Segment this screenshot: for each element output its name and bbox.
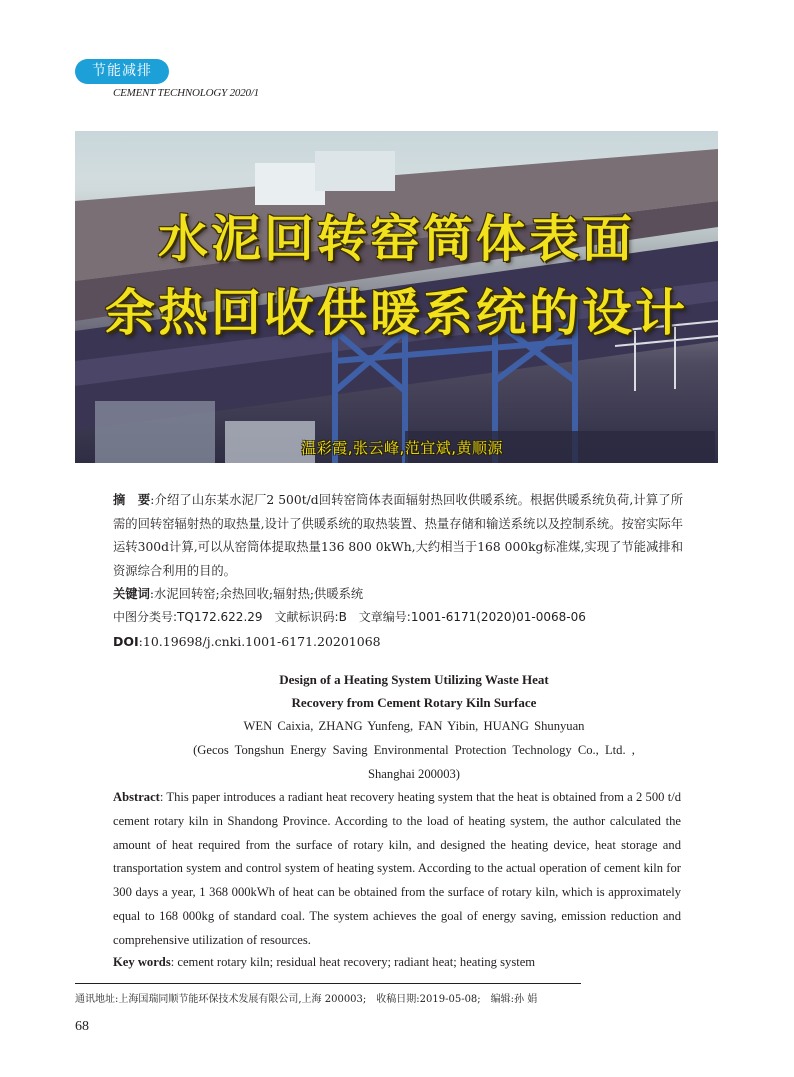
abstract-english-label: Abstract	[113, 790, 160, 804]
title-english-line-2: Recovery from Cement Rotary Kiln Surface	[291, 695, 537, 710]
keywords-english-label: Key words	[113, 955, 171, 969]
keywords-chinese-label: 关键词	[113, 587, 150, 601]
classification-line: 中图分类号:TQ172.622.29 文献标识码:B 文章编号:1001-6171(2020)01-0068-06	[113, 610, 586, 624]
abstract-chinese-label: 摘 要	[113, 493, 151, 507]
title-banner	[75, 131, 718, 463]
keywords-english	[113, 952, 681, 972]
abstract-english-text: : This paper introduces a radiant heat recovery heating system that the heat is obtained from a 2 500 t/d cement rotary kiln in Shandong Province. According to the load of heating system, the author calculated the amount of heat required from the surface of rotary kiln, and designed the heating device, heat storage and transportation system and control system of heating system. According to the actual operation of cement kiln for 300 days a year, 1 368 000kWh of heat can be obtained from the surface of rotary kiln, which is approximately equal to 168 000kg of standard coal. The system achieves the goal of energy saving, emission reduction and comprehensive utilization of resources.	[113, 790, 681, 947]
keywords-english-text: : cement rotary kiln; residual heat recovery; radiant heat; heating system	[170, 955, 536, 969]
journal-running-head: CEMENT TECHNOLOGY 2020/1	[113, 87, 259, 99]
title-english-line-1: Design of a Heating System Utilizing Waste Heat	[279, 672, 549, 687]
abstract-english	[113, 786, 681, 953]
authors-english: WEN Caixia, ZHANG Yunfeng, FAN Yibin, HUANG Shunyuan	[243, 719, 585, 733]
keywords-chinese	[113, 583, 683, 607]
abstract-chinese-text: :介绍了山东某水泥厂2 500t/d回转窑筒体表面辐射热回收供暖系统。根据供暖系统负荷,计算了所需的回转窑辐射热的取热量,设计了供暖系统的取热装置、热量存储和输送系统以及控制系统。按窑实际年运转300d计算,可以从窑筒体提取热量136 800 0kWh,大约相当于168 000kg标准煤,实现了节能减排和资源综合利用的目的。	[113, 493, 683, 578]
footnote-divider	[75, 983, 581, 984]
section-tag: 节能减排	[75, 59, 169, 84]
title-chinese-line-2: 余热回收供暖系统的设计	[105, 284, 688, 342]
authors-chinese: 温彩霞,张云峰,范宜斌,黄顺源	[301, 439, 503, 457]
affiliation-english-line-2: Shanghai 200003)	[368, 767, 460, 781]
doi-line	[113, 630, 683, 654]
page-number: 68	[75, 1019, 89, 1034]
keywords-chinese-text: :水泥回转窑;余热回收;辐射热;供暖系统	[149, 587, 364, 601]
doi-text: :10.19698/j.cnki.1001-6171.20201068	[138, 634, 381, 649]
title-chinese-line-1: 水泥回转窑筒体表面	[158, 210, 635, 268]
affiliation-english-line-1: (Gecos Tongshun Energy Saving Environmental Protection Technology Co., Ltd. ,	[193, 743, 635, 757]
doi-label: DOI	[113, 634, 139, 649]
footnote: 通讯地址:上海国瑞同顺节能环保技术发展有限公司,上海 200003; 收稿日期:2019-05-08; 编辑:孙 娟	[75, 994, 538, 1005]
abstract-chinese	[113, 489, 683, 583]
